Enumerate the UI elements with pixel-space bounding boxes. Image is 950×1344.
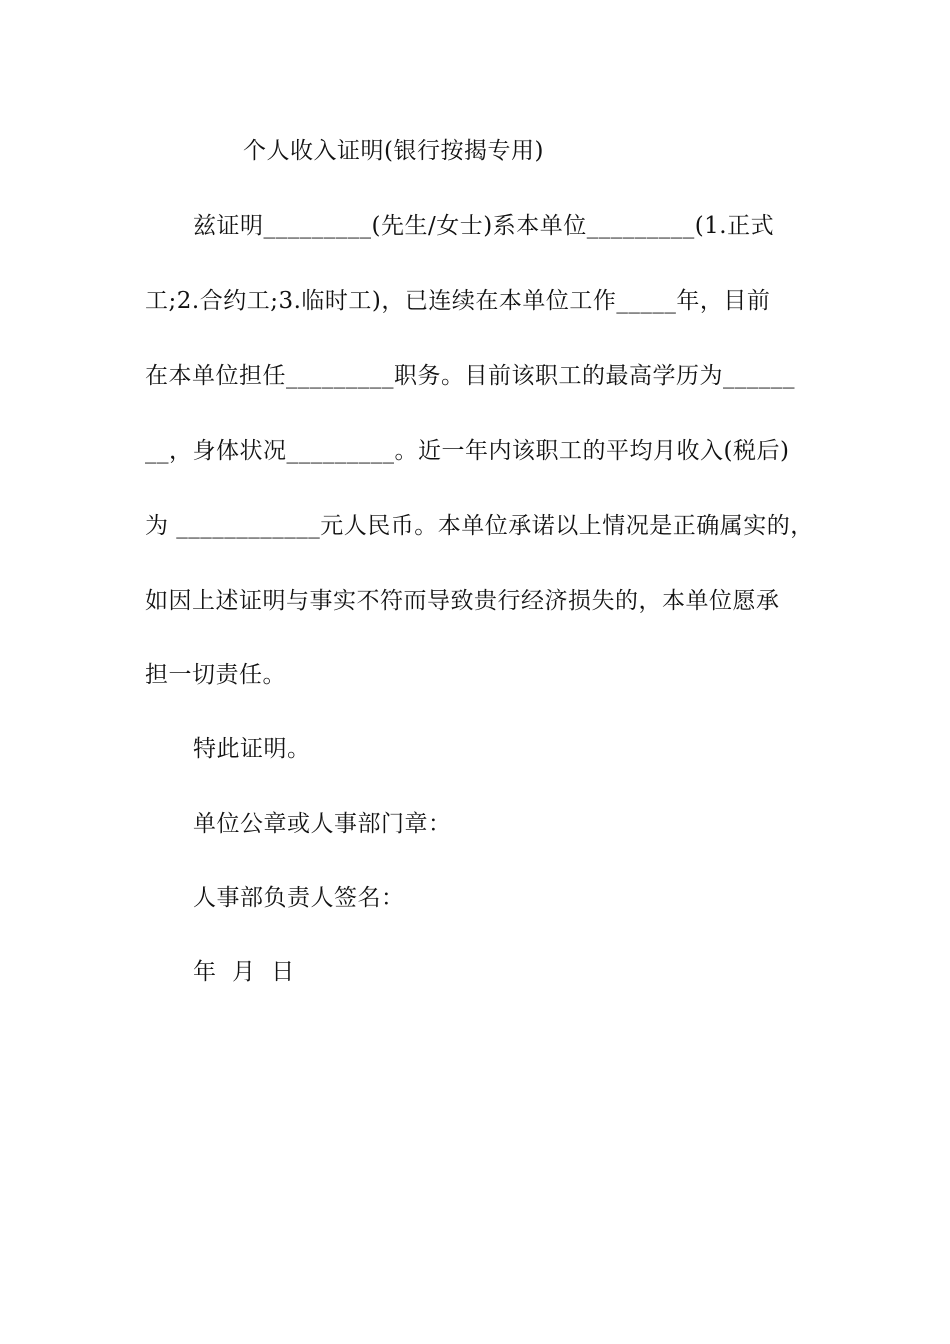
seal-label: 单位公章或人事部门章： xyxy=(193,811,452,837)
body-line-5: 为 ____________元人民币。本单位承诺以上情况是正确属实的， xyxy=(145,513,814,539)
body-line-6: 如因上述证明与事实不符而导致贵行经济损失的，本单位愿承 xyxy=(145,588,780,614)
document-title: 个人收入证明(银行按揭专用) xyxy=(243,138,544,164)
closing-statement: 特此证明。 xyxy=(193,736,311,762)
body-line-2: 工;2.合约工;3.临时工)，已连续在本单位工作_____年，目前 xyxy=(145,288,771,314)
body-line-4: __，身体状况_________。近一年内该职工的平均月收入(税后) xyxy=(145,438,790,464)
body-line-1: 兹证明_________(先生/女士)系本单位_________(1.正式 xyxy=(193,213,775,239)
body-line-7: 担一切责任。 xyxy=(145,662,286,688)
signature-label: 人事部负责人签名： xyxy=(193,885,405,911)
date-line: 年 月 日 xyxy=(193,959,295,985)
body-line-3: 在本单位担任_________职务。目前该职工的最高学历为______ xyxy=(145,363,795,389)
